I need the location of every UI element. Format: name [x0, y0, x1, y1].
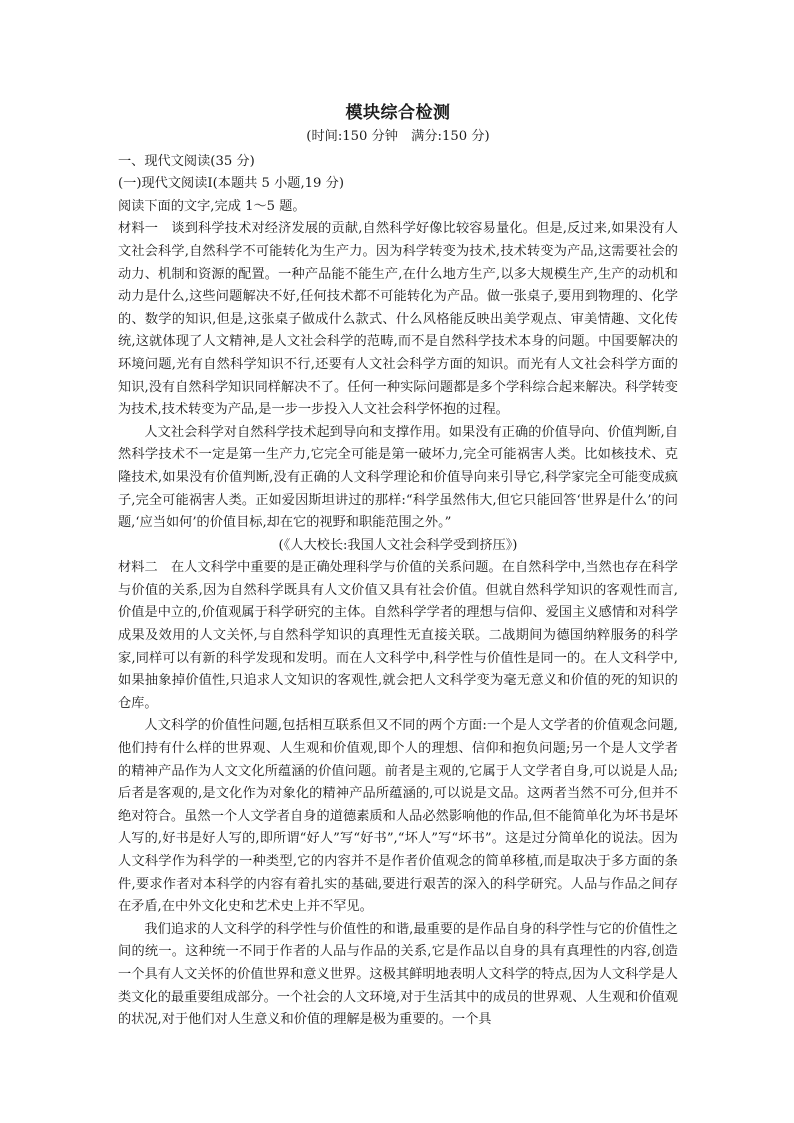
- material-two-paragraph-1: 材料二 在人文科学中重要的是正确处理科学与价值的关系问题。在自然科学中,当然也存在科学与价值的关系,因为自然科学既具有人文价值又具有社会价值。但就自然科学知识的客观性而言,价值是中立的,价值观属于科学研究的主体。自然科学学者的理想与信仰、爱国主义感情和对科学成果及效用的人文关怀,与自然科学知识的真理性无直接关联。二战期间为德国纳粹服务的科学家,同样可以有新的科学发现和发明。而在人文科学中,科学性与价值性是同一的。在人文科学中,如果抽象掉价值性,只追求人文知识的客观性,就会把人文科学变为毫无意义和价值的死的知识的仓库。: [118, 560, 678, 711]
- material-two-paragraph-3: 我们追求的人文科学的科学性与价值性的和谐,最重要的是作品自身的科学性与它的价值性之间的统一。这种统一不同于作者的人品与作品的关系,它是作品以自身的具有真理性的内容,创造一个具有人文关怀的价值世界和意义世界。这极其鲜明地表明人文科学的特点,因为人文科学是人类文化的最重要组成部分。一个社会的人文环境,对于生活其中的成员的世界观、人生观和价值观的状况,对于他们对人生意义和价值的理解是极为重要的。一个具: [118, 921, 678, 1028]
- exam-time-score: (时间:150 分钟 满分:150 分): [306, 129, 490, 144]
- material-one-paragraph-2: 人文社会科学对自然科学技术起到导向和支撑作用。如果没有正确的价值导向、价值判断,自然科学技术不一定是第一生产力,它完全可能是第一破坏力,完全可能祸害人类。比如核技术、克隆技术,如果没有价值判断,没有正确的人文科学理论和价值导向来引导它,科学家完全可能变成疯子,完全可能祸害人类。正如爱因斯坦讲过的那样:“科学虽然伟大,但它只能回答‘世界是什么’的问题,‘应当如何’的价值目标,却在它的视野和职能范围之外。”: [118, 424, 678, 531]
- reading-instruction: 阅读下面的文字,完成 1～5 题。: [118, 198, 306, 214]
- section-heading: 一、现代文阅读(35 分): [118, 153, 255, 169]
- material-two-paragraph-2: 人文科学的价值性问题,包括相互联系但又不同的两个方面:一个是人文学者的价值观念问题,他们持有什么样的世界观、人生观和价值观,即个人的理想、信仰和抱负问题;另一个是人文学者的精神产品作为人文文化所蕴涵的价值问题。前者是主观的,它属于人文学者自身,可以说是人品;后者是客观的,是文化作为对象化的精神产品所蕴涵的,可以说是文品。这两者当然不可分,但并不绝对符合。虽然一个人文学者自身的道德素质和人品必然影响他的作品,但不能简单化为坏书是坏人写的,好书是好人写的,即所谓“好人”写“好书”,“坏人”写“坏书”。这是过分简单化的说法。因为人文科学作为科学的一种类型,它的内容并不是作者价值观念的简单移植,而是取决于多方面的条件,要求作者对本科学的内容有着扎实的基础,要进行艰苦的深入的科学研究。人品与作品之间存在矛盾,在中外文化史和艺术史上并不罕见。: [118, 718, 678, 915]
- document-body: [118, 100, 678, 1032]
- material-one-source: (《人大校长:我国人文社会科学受到挤压》): [278, 537, 518, 553]
- material-one-paragraph-1: 材料一 谈到科学技术对经济发展的贡献,自然科学好像比较容易量化。但是,反过来,如果没有人文社会科学,自然科学不可能转化为生产力。因为科学转变为技术,技术转变为产品,这需要社会的动力、机制和资源的配置。一种产品能不能生产,在什么地方生产,以多大规模生产,生产的动机和动力是什么,这些问题解决不好,任何技术都不可能转化为产品。做一张桌子,要用到物理的、化学的、数学的知识,但是,这张桌子做成什么款式、什么风格能反映出美学观点、审美情趣、文化传统,这就体现了人文精神,是人文社会科学的范畴,而不是自然科学技术本身的问题。中国要解决的环境问题,光有自然科学知识不行,还要有人文社会科学方面的知识。而光有人文社会科学方面的知识,没有自然科学知识同样解决不了。任何一种实际问题都是多个学科综合起来解决。科学转变为技术,技术转变为产品,是一步一步投入人文社会科学怀抱的过程。: [118, 221, 678, 418]
- subsection-heading: (一)现代文阅读Ⅰ(本题共 5 小题,19 分): [118, 176, 344, 192]
- page-title: 模块综合检测: [345, 103, 451, 123]
